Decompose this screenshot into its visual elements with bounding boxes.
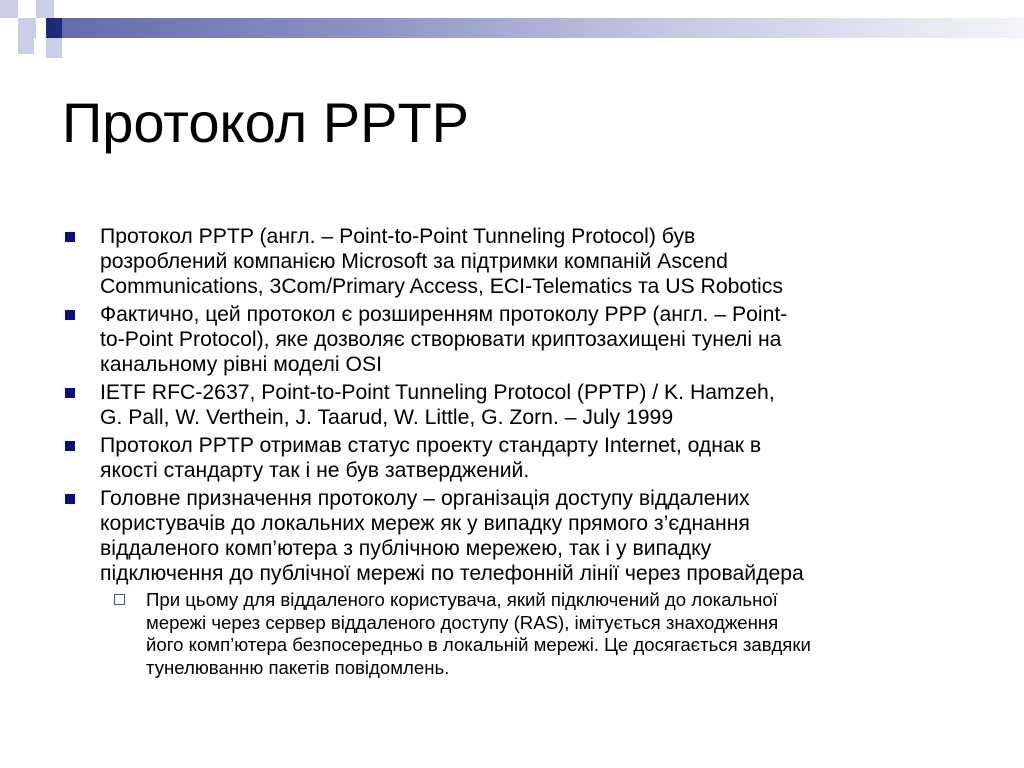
bullet-list bbox=[62, 224, 962, 679]
decorative-square bbox=[18, 0, 36, 18]
square-bullet-icon bbox=[65, 310, 75, 320]
bullet-line: Протокол PPTP отримав статус проекту стандарту Internet, однак в bbox=[100, 434, 762, 457]
square-bullet-icon bbox=[65, 441, 75, 451]
bullet-line: Головне призначення протоколу – організація доступу віддалених bbox=[100, 487, 750, 510]
sub-bullet-line: мережі через сервер віддаленого доступу (RAS), імітується знаходження bbox=[146, 611, 779, 633]
decorative-square bbox=[18, 18, 36, 38]
sub-bullet-line: При цьому для віддаленого користувача, який підключений до локальної bbox=[146, 589, 778, 610]
bullet-item bbox=[62, 224, 962, 299]
bullet-line: Communications, 3Com/Primary Access, ECI-Telematics та US Robotics bbox=[100, 275, 783, 298]
bullet-item bbox=[62, 486, 962, 586]
decorative-square bbox=[36, 0, 54, 18]
decorative-square bbox=[46, 38, 62, 58]
slide-title: Протокол PPTP bbox=[62, 91, 470, 154]
decorative-square bbox=[0, 0, 18, 18]
bullet-item bbox=[62, 380, 962, 430]
bullet-line: G. Pall, W. Verthein, J. Taarud, W. Little, G. Zorn. – July 1999 bbox=[100, 406, 674, 429]
sub-bullet-line: тунелюванню пакетів повідомлень. bbox=[146, 656, 450, 678]
bullet-line: підключення до публічної мережі по телефонній лінії через провайдера bbox=[100, 562, 804, 585]
bullet-line: Протокол PPTP (англ. – Point-to-Point Tunneling Protocol) був bbox=[100, 225, 696, 248]
bullet-line: IETF RFC-2637, Point-to-Point Tunneling Protocol (PPTP) / K. Hamzeh, bbox=[100, 381, 775, 404]
bullet-line: віддаленого комп’ютера з публічною мережею, так і у випадку bbox=[100, 537, 712, 560]
sub-bullet-line: його комп’ютера безпосередньо в локальній мережі. Це досягається завдяки bbox=[146, 634, 811, 655]
decorative-square bbox=[46, 18, 62, 38]
square-bullet-icon bbox=[65, 232, 75, 242]
bullet-item bbox=[62, 302, 962, 377]
bullet-line: якості стандарту так і не був затверджений. bbox=[100, 459, 530, 482]
decorative-square bbox=[18, 38, 34, 54]
square-bullet-icon bbox=[65, 388, 75, 398]
square-bullet-icon bbox=[65, 494, 75, 504]
bullet-line: канальному рівні моделі OSI bbox=[100, 353, 382, 376]
hollow-square-bullet-icon bbox=[114, 594, 125, 605]
bullet-item bbox=[62, 433, 962, 483]
sub-bullet-item bbox=[62, 589, 962, 679]
bullet-line: Фактично, цей протокол є розширенням протоколу PPP (англ. – Point- bbox=[100, 303, 788, 326]
decorative-square bbox=[0, 18, 18, 38]
decorative-gradient-bar bbox=[0, 18, 1024, 38]
bullet-line: користувачів до локальних мереж як у випадку прямого з’єднання bbox=[100, 512, 750, 535]
bullet-line: to-Point Protocol), яке дозволяє створювати криптозахищені тунелі на bbox=[100, 328, 782, 351]
bullet-line: розроблений компанією Microsoft за підтримки компаній Ascend bbox=[100, 250, 728, 273]
